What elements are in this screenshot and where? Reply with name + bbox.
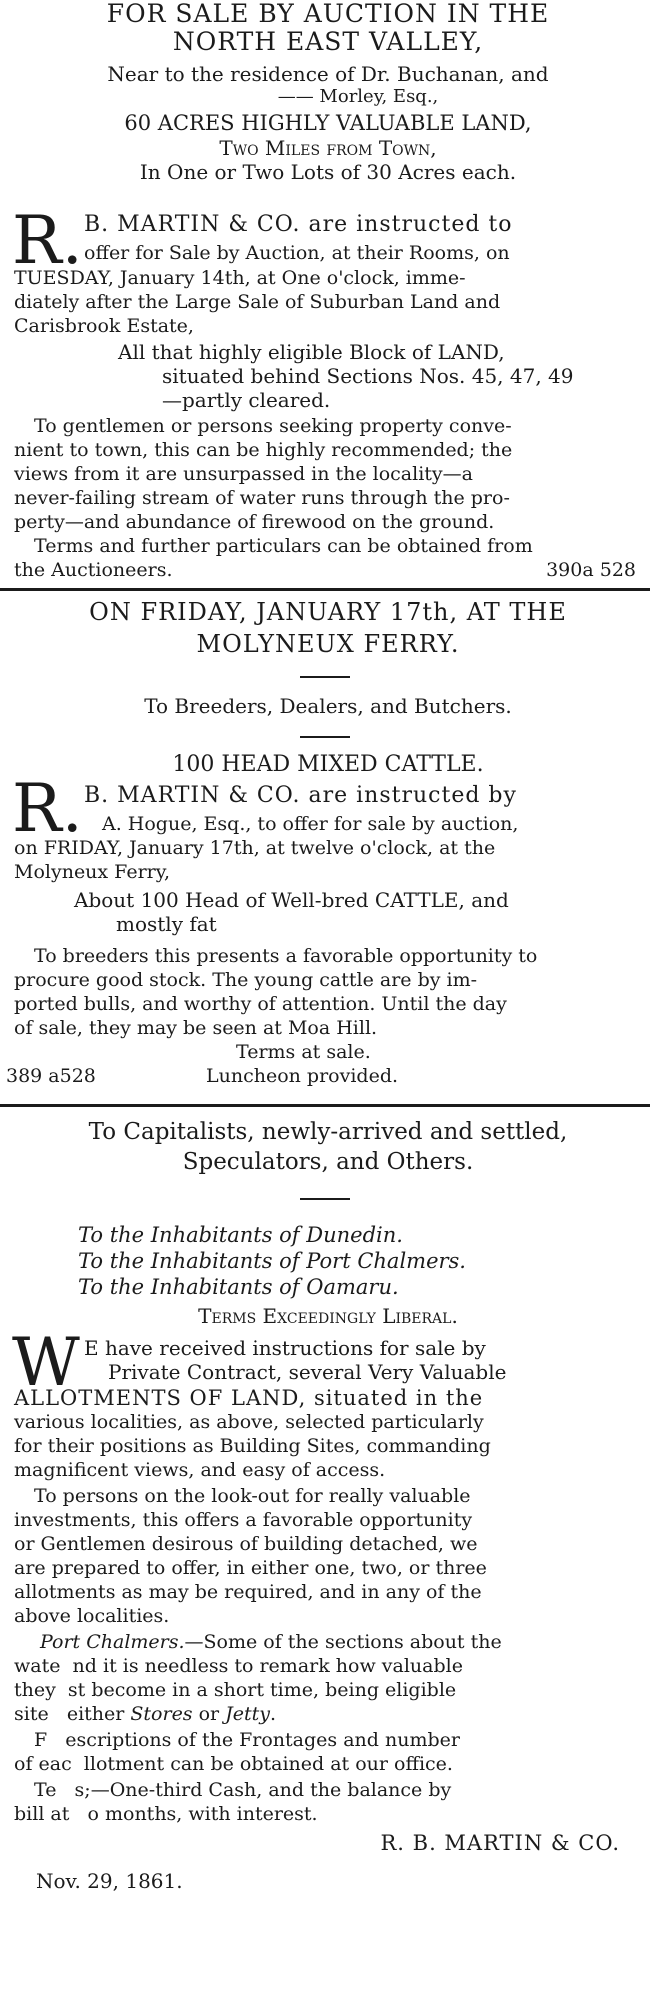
about-line-1: About 100 Head of Well-bred CATTLE, and (74, 888, 509, 912)
terms-line-2: the Auctioneers. (14, 559, 173, 581)
port-line-4 (14, 1702, 642, 1726)
terms-line-1: Te s;—One-third Cash, and the balance by (34, 1779, 452, 1801)
rec-line-2: nient to town, this can be highly recommended; the (14, 439, 513, 461)
ad2-body-line-3: on FRIDAY, January 17th, at twelve o'clock, at the (14, 837, 496, 859)
jetty-word: Jetty (225, 1703, 271, 1725)
ad1-body-line-1: B. MARTIN & CO. are instructed to (84, 212, 513, 237)
headline-line-1: To Capitalists, newly-arrived and settled, (88, 1119, 568, 1145)
ad3-body-line-4: various localities, as above, selected particularly (14, 1411, 484, 1433)
block-line-3: —partly cleared. (162, 388, 331, 412)
cattle-title: 100 HEAD MIXED CATTLE. (172, 752, 484, 777)
about-line-2: mostly fat (116, 912, 217, 936)
terms-liberal: Terms Exceedingly Liberal. (198, 1304, 458, 1328)
opp-line-2: procure good stock. The young cattle are by im- (14, 969, 478, 991)
to-breeders-line: To Breeders, Dealers, and Butchers. (144, 694, 512, 718)
port-line-4-b: or (192, 1703, 226, 1725)
inhabitants-dunedin: To the Inhabitants of Dunedin. (78, 1223, 403, 1247)
port-line-4-c: . (270, 1703, 277, 1725)
headline-line-2: Speculators, and Others. (182, 1149, 474, 1175)
lots-line: In One or Two Lots of 30 Acres each. (139, 160, 517, 184)
desc-line-1: F escriptions of the Frontages and number (34, 1729, 460, 1751)
headline-line-2: MOLYNEUX FERRY. (196, 630, 460, 658)
short-rule (300, 676, 350, 678)
port-line-2: wate nd it is needless to remark how valuable (14, 1655, 463, 1677)
headline-line-1: ON FRIDAY, JANUARY 17th, AT THE (89, 598, 567, 626)
port-chalmers-label: Port Chalmers. (40, 1631, 185, 1653)
ad1-body-line-2: offer for Sale by Auction, at their Rooms, on (84, 242, 510, 264)
stores-word: Stores (130, 1703, 193, 1725)
ad1-body-line-5: Carisbrook Estate, (14, 315, 194, 337)
divider-rule-1 (0, 588, 650, 591)
short-rule (300, 1198, 350, 1200)
port-line-4-a: site either (14, 1703, 131, 1725)
date-line: Nov. 29, 1861. (36, 1869, 183, 1893)
inv-line-4: are prepared to offer, in either one, two, or three (14, 1557, 487, 1579)
desc-line-2: of eac llotment can be obtained at our office. (14, 1753, 453, 1775)
opp-line-4: of sale, they may be seen at Moa Hill. (14, 1017, 378, 1039)
near-line-1: Near to the residence of Dr. Buchanan, and (107, 62, 549, 86)
block-line-1: All that highly eligible Block of LAND, (118, 340, 505, 364)
divider-rule-2 (0, 1104, 650, 1107)
terms-line-2: bill at o months, with interest. (14, 1803, 318, 1825)
ad1-code: 390a 528 (546, 559, 636, 581)
port-line-1-text: —Some of the sections about the (184, 1631, 502, 1653)
block-line-2: situated behind Sections Nos. 45, 47, 49 (162, 364, 574, 388)
terms-line-1: Terms and further particulars can be obtained from (34, 535, 533, 557)
rec-line-1: To gentlemen or persons seeking property conve- (34, 415, 512, 437)
ad2-code: 389 a528 (6, 1065, 96, 1087)
inhabitants-port-chalmers: To the Inhabitants of Port Chalmers. (78, 1249, 466, 1273)
ad2-body-line-1: B. MARTIN & CO. are instructed by (84, 783, 517, 808)
dropcap-r: R. (12, 202, 83, 279)
inv-line-1: To persons on the look-out for really valuable (34, 1485, 471, 1507)
ad3-body-line-1: E have received instructions for sale by (84, 1336, 486, 1360)
dropcap-r: R. (12, 770, 83, 847)
inv-line-5: allotments as may be required, and in any of the (14, 1581, 482, 1603)
rec-line-4: never-failing stream of water runs through the pro- (14, 487, 510, 509)
opp-line-3: ported bulls, and worthy of attention. Until the day (14, 993, 507, 1015)
inv-line-6: above localities. (14, 1605, 170, 1627)
near-line-2: —— Morley, Esq., (277, 86, 439, 107)
headline-line-1: FOR SALE BY AUCTION IN THE (106, 0, 550, 28)
rec-line-3: views from it are unsurpassed in the locality—a (14, 463, 473, 485)
headline-line-2: NORTH EAST VALLEY, (172, 27, 484, 56)
terms-at-sale: Terms at sale. (236, 1041, 371, 1063)
ad2-body-line-2: A. Hogue, Esq., to offer for sale by auction, (102, 813, 519, 835)
short-rule (300, 736, 350, 738)
luncheon-line: Luncheon provided. (206, 1065, 399, 1087)
ad3-body-line-3: ALLOTMENTS OF LAND, situated in the (14, 1386, 484, 1410)
inv-line-3: or Gentlemen desirous of building detached, we (14, 1533, 478, 1555)
inhabitants-oamaru: To the Inhabitants of Oamaru. (78, 1275, 399, 1299)
port-line-3: they st become in a short time, being eligible (14, 1679, 457, 1701)
rec-line-5: perty—and abundance of firewood on the ground. (14, 511, 495, 533)
two-miles-line: Two Miles from Town, (219, 136, 437, 160)
ad1-body-line-4: diately after the Large Sale of Suburban Land and (14, 291, 501, 313)
acres-line: 60 ACRES HIGHLY VALUABLE LAND, (124, 111, 532, 135)
ad3-body-line-5: for their positions as Building Sites, commanding (14, 1435, 491, 1457)
dropcap-w: W (12, 1324, 80, 1401)
ad3-body-line-6: magnificent views, and easy of access. (14, 1459, 386, 1481)
port-line-1 (40, 1630, 640, 1654)
inv-line-2: investments, this offers a favorable opportunity (14, 1509, 473, 1531)
opp-line-1: To breeders this presents a favorable opportunity to (34, 945, 538, 967)
ad1-body-line-3: TUESDAY, January 14th, at One o'clock, imme- (14, 267, 466, 289)
ad2-body-line-4: Molyneux Ferry, (14, 861, 170, 883)
ad3-body-line-2: Private Contract, several Very Valuable (108, 1360, 507, 1384)
signature: R. B. MARTIN & CO. (380, 1831, 620, 1855)
